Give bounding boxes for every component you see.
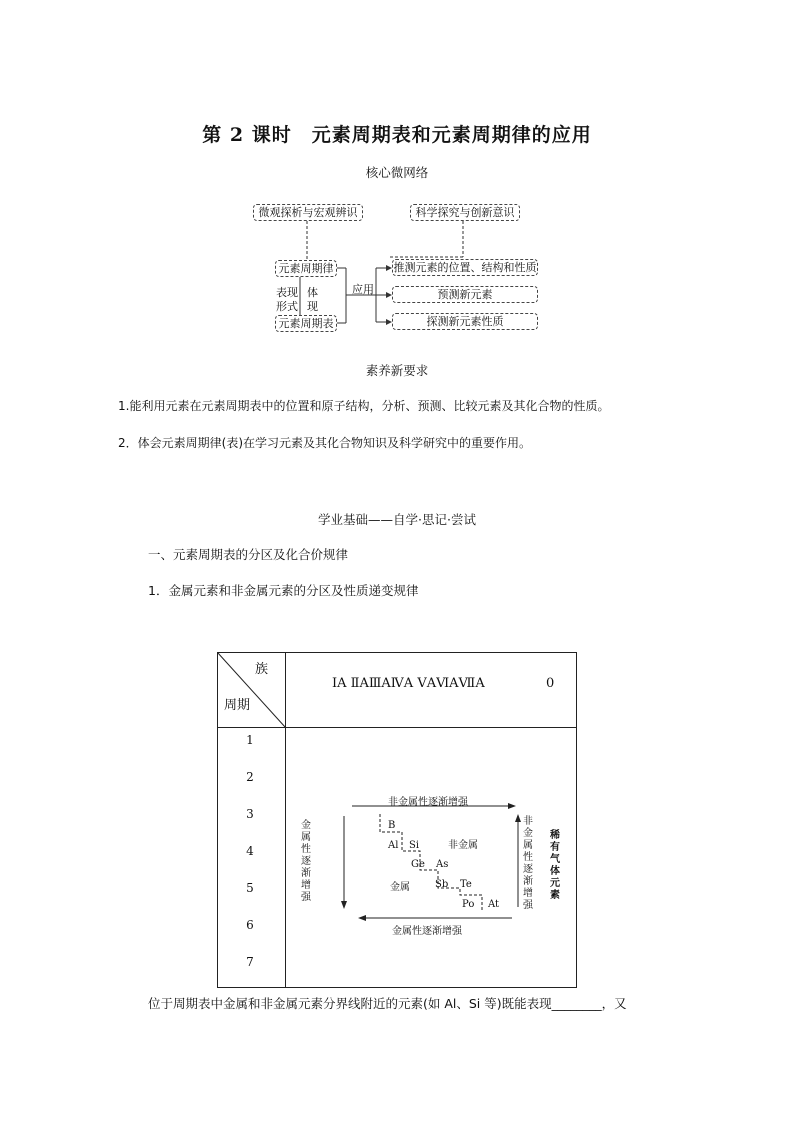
element-symbol: Sb bbox=[435, 879, 449, 890]
box-periodic-law: 元素周期律 bbox=[275, 260, 337, 277]
network-heading: 核心微网络 bbox=[365, 165, 429, 180]
section-heading-2: 1．金属元素和非金属元素的分区及性质递变规律 bbox=[148, 583, 419, 598]
section-heading-1: 一、元素周期表的分区及化合价规律 bbox=[148, 547, 349, 562]
table-corner-group: 族 bbox=[255, 662, 269, 677]
element-symbol: Po bbox=[462, 899, 475, 910]
noble-gas-label: 稀有气体元素 bbox=[550, 830, 560, 901]
top-arrow-label: 非金属性逐渐增强 bbox=[388, 797, 468, 808]
box-infer-properties: 推测元素的位置、结构和性质 bbox=[393, 261, 537, 274]
label-yingyong: 应用 bbox=[352, 283, 374, 296]
period-number: 7 bbox=[246, 955, 254, 969]
period-number: 5 bbox=[246, 881, 254, 895]
section-banner: 学业基础——自学·思记·尝试 bbox=[318, 512, 476, 527]
period-number: 1 bbox=[246, 733, 254, 747]
element-symbol: At bbox=[488, 899, 500, 910]
element-symbol: As bbox=[436, 859, 449, 870]
label-biaoxian: 表现 bbox=[276, 286, 298, 299]
box-predict-new-elements: 预测新元素 bbox=[392, 286, 538, 303]
period-number: 6 bbox=[246, 918, 254, 932]
right-arrow-label: 非金属性逐渐增强 bbox=[523, 816, 533, 911]
label-ti: 体 bbox=[307, 286, 318, 299]
period-number: 4 bbox=[246, 844, 254, 858]
box-periodic-table: 元素周期表 bbox=[275, 315, 337, 332]
period-number: 3 bbox=[246, 807, 254, 821]
element-symbol: Ge bbox=[411, 859, 425, 870]
label-xian: 现 bbox=[307, 300, 318, 313]
requirements-heading: 素养新要求 bbox=[365, 363, 429, 378]
element-symbol: Te bbox=[460, 879, 472, 890]
left-arrow-label: 金属性逐渐增强 bbox=[301, 820, 311, 903]
element-symbol: Si bbox=[409, 840, 420, 851]
requirement-item-1: 1.能利用元素在元素周期表中的位置和原子结构，分析、预测、比较元素及其化合物的性质。 bbox=[118, 399, 610, 413]
element-symbol: B bbox=[388, 820, 396, 831]
period-number: 2 bbox=[246, 770, 254, 784]
label-xingshi: 形式 bbox=[276, 300, 298, 313]
bottom-arrow-label: 金属性逐渐增强 bbox=[392, 926, 462, 937]
metal-zone-label: 金属 bbox=[390, 882, 410, 893]
page-title: 第 2 课时 元素周期表和元素周期律的应用 bbox=[202, 124, 592, 146]
requirement-item-2: 2．体会元素周期律(表)在学习元素及其化合物知识及科学研究中的重要作用。 bbox=[118, 436, 532, 450]
box-science-innovation: 科学探究与创新意识 bbox=[410, 204, 520, 221]
table-group-zero: 0 bbox=[546, 676, 555, 691]
element-symbol: Al bbox=[388, 840, 399, 851]
nonmetal-zone-label: 非金属 bbox=[448, 840, 478, 851]
box-explore-properties: 探测新元素性质 bbox=[392, 313, 538, 330]
table-group-headers: ⅠA ⅡAⅢAⅣA ⅤAⅥAⅦA bbox=[332, 676, 485, 691]
box-micro-macro: 微观探析与宏观辨识 bbox=[253, 204, 363, 221]
table-corner-period: 周期 bbox=[224, 698, 251, 713]
footer-text-line: 位于周期表中金属和非金属元素分界线附近的元素(如 Al、Si 等)既能表现________，又 bbox=[148, 996, 627, 1011]
